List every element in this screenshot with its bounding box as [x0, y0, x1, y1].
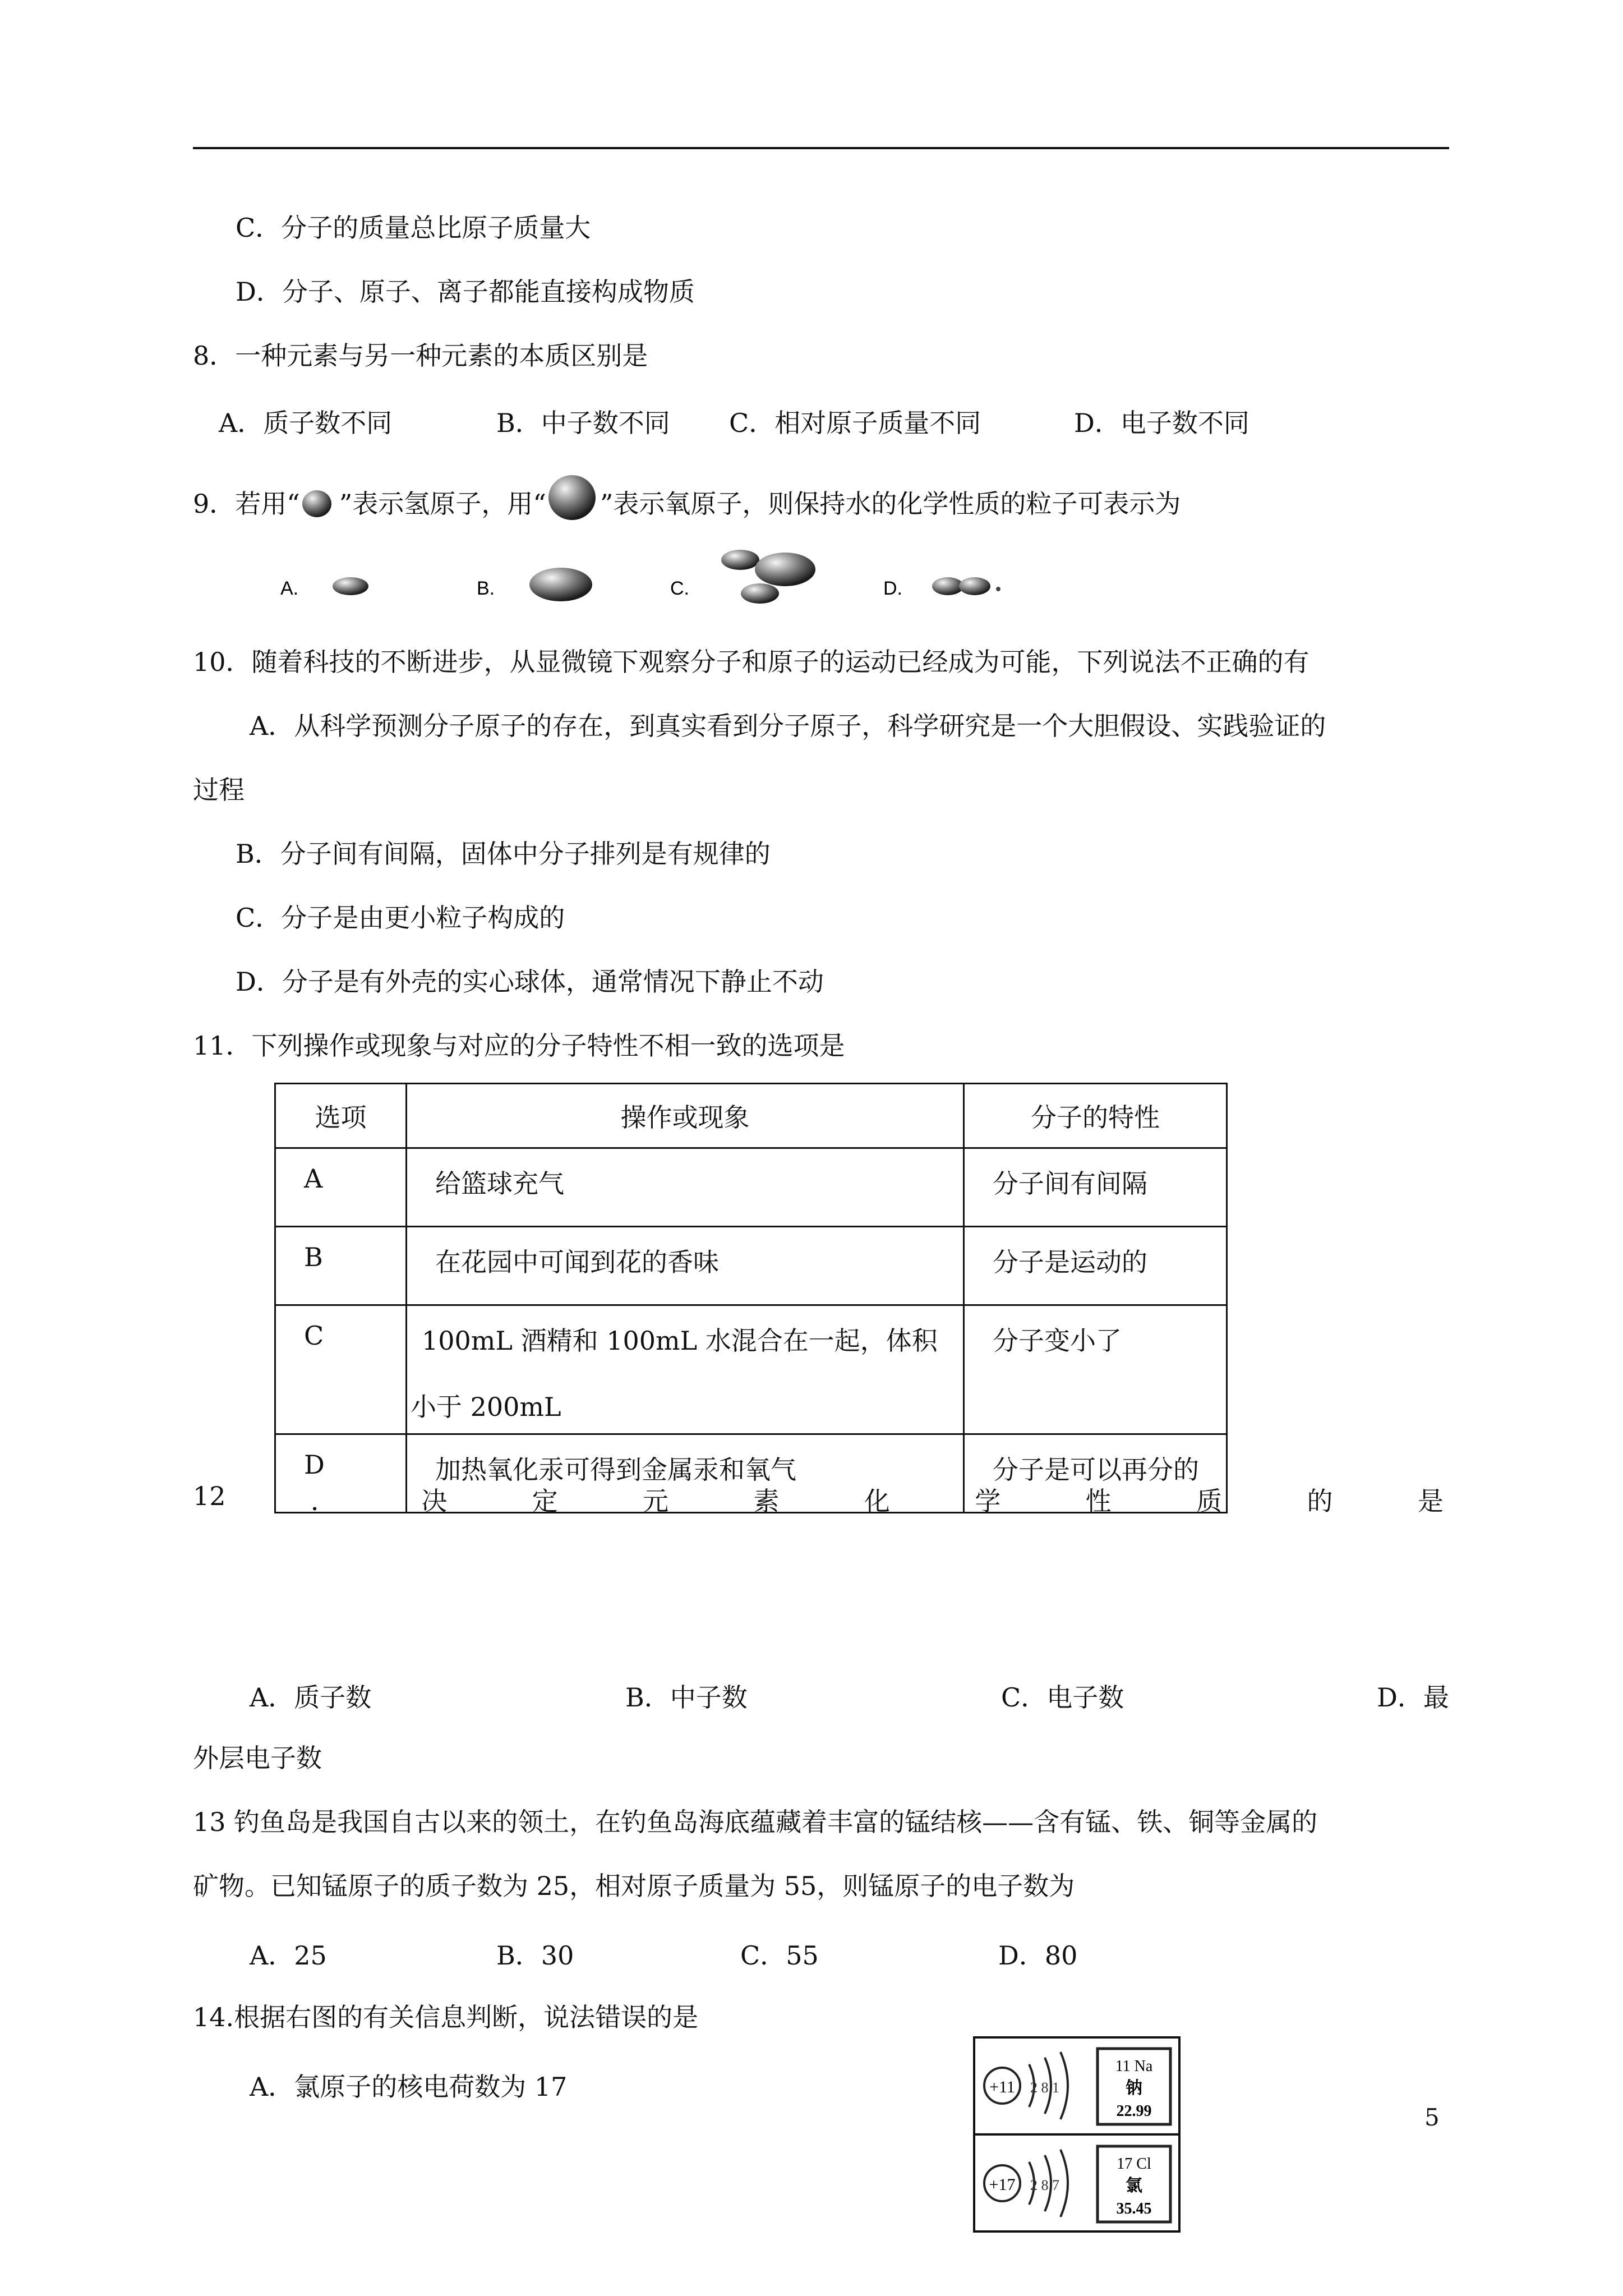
q9-stem-part2: ”表示氢原子，用“: [339, 489, 546, 519]
q12-stem-char: 元: [643, 1486, 669, 1516]
q9-option-d-label: D.: [883, 578, 902, 599]
table-cell-property: 分子是运动的: [964, 1227, 1227, 1305]
q9-option-d-molecule-icon: [932, 577, 1000, 595]
q8-option-c: C．相对原子质量不同: [729, 408, 981, 438]
q10-option-b: B．分子间有间隔，固体中分子排列是有规律的: [236, 839, 771, 869]
q12-option-d-wrap: 外层电子数: [193, 1743, 322, 1773]
q8-option-a: A．质子数不同: [219, 408, 393, 438]
q10-option-d: D．分子是有外壳的实心球体，通常情况下静止不动: [236, 967, 824, 997]
q12-option-a: A．质子数: [250, 1682, 372, 1713]
table-cell-operation-line1: 100mL 酒精和 100mL 水混合在一起，体积: [422, 1326, 938, 1356]
q9-stem-part1: 9．若用“: [193, 489, 300, 519]
q7-option-d: D．分子、原子、离子都能直接构成物质: [236, 277, 695, 307]
q12-stem-char: 决: [421, 1486, 448, 1516]
sodium-nucleus-label: +11: [989, 2078, 1015, 2096]
q10-option-a-line2: 过程: [193, 775, 245, 805]
q7-option-c: C．分子的质量总比原子质量大: [236, 213, 591, 243]
q10-stem: 10．随着科技的不断进步，从显微镜下观察分子和原子的运动已经成为可能，下列说法不正确的有: [193, 647, 1310, 677]
q9-stem: [193, 487, 1181, 521]
q14-stem: 14.根据右图的有关信息判断，说法错误的是: [193, 2002, 699, 2032]
sodium-card-name: 钠: [1126, 2078, 1142, 2098]
table-cell-operation: 给篮球充气: [407, 1148, 964, 1227]
q12-stem-char: 学: [975, 1486, 1001, 1516]
q12-stem-char: ．: [310, 1486, 336, 1516]
q9-option-b-molecule-icon: [529, 568, 592, 601]
q8-option-d: D．电子数不同: [1074, 408, 1249, 438]
q12-stem-char: 质: [1196, 1486, 1223, 1516]
table-row: [275, 1305, 1227, 1434]
chlorine-card-mass: 35.45: [1116, 2200, 1152, 2217]
header-rule: [193, 147, 1449, 149]
q12-option-c: C．电子数: [1001, 1682, 1124, 1713]
q11-table: [274, 1083, 1228, 1513]
q9-option-b-label: B.: [477, 578, 495, 599]
q12-stem-char: 素: [753, 1486, 780, 1516]
q10-option-c: C．分子是由更小粒子构成的: [236, 903, 565, 933]
q12-stem-char: 化: [864, 1486, 890, 1516]
q12-stem-char: 是: [1417, 1486, 1444, 1516]
table-cell-property: 分子是可以再分的: [964, 1434, 1227, 1513]
table-cell-option: B: [275, 1227, 407, 1305]
q13-line2: 矿物。已知锰原子的质子数为 25，相对原子质量为 55，则锰原子的电子数为: [193, 1871, 1075, 1901]
table-cell-option: D: [275, 1434, 407, 1513]
page-number: 5: [1424, 2104, 1440, 2131]
table-header-row: [275, 1084, 1227, 1148]
table-cell-operation: [407, 1305, 964, 1434]
table-cell-option: C: [275, 1305, 407, 1434]
q13-line1: 13 钓鱼岛是我国自古以来的领土，在钓鱼岛海底蕴藏着丰富的锰结核——含有锰、铁、铜等金属的: [193, 1807, 1318, 1837]
q13-option-a: A．25: [250, 1940, 327, 1971]
q12-option-b: B．中子数: [625, 1682, 748, 1713]
chlorine-shells-label: 2 8 7: [1030, 2177, 1059, 2193]
q13-option-d: D．80: [998, 1940, 1078, 1971]
q8-stem: 8．一种元素与另一种元素的本质区别是: [193, 341, 648, 371]
q12-stem-char: 性: [1085, 1486, 1112, 1516]
atom-structure-diagram: [973, 2036, 1181, 2233]
table-cell-operation: 在花园中可闻到花的香味: [407, 1227, 964, 1305]
table-cell-operation-line2: 小于 200mL: [411, 1392, 561, 1422]
q9-stem-part3: ”表示氧原子，则保持水的化学性质的粒子可表示为: [600, 489, 1181, 519]
q8-option-b: B．中子数不同: [496, 408, 670, 438]
sodium-card-mass: 22.99: [1116, 2102, 1152, 2120]
q12-stem-char: 定: [532, 1486, 558, 1516]
q9-option-a-label: A.: [280, 578, 299, 599]
q9-option-c-label: C.: [670, 578, 689, 599]
q13-option-c: C．55: [740, 1940, 819, 1971]
q12-stem-char: 的: [1307, 1486, 1333, 1516]
chlorine-card-number-symbol: 17 Cl: [1117, 2155, 1151, 2173]
q13-option-b: B．30: [496, 1940, 574, 1971]
table-cell-operation: 加热氧化汞可得到金属汞和氧气: [407, 1434, 964, 1513]
table-header: 分子的特性: [964, 1084, 1227, 1148]
sodium-card-number-symbol: 11 Na: [1115, 2058, 1153, 2075]
table-header: 选项: [275, 1084, 407, 1148]
q9-option-a-molecule-icon: [333, 577, 368, 595]
table-header: 操作或现象: [407, 1084, 964, 1148]
q14-option-a: A．氯原子的核电荷数为 17: [250, 2072, 568, 2102]
table-cell-option: A: [275, 1148, 407, 1227]
table-row: [275, 1227, 1227, 1305]
sodium-shells-label: 2 8 1: [1030, 2079, 1059, 2096]
table-cell-property: 分子间有间隔: [964, 1148, 1227, 1227]
chlorine-card-name: 氯: [1126, 2176, 1142, 2196]
q12-stem: [193, 1481, 1444, 1518]
table-cell-property: 分子变小了: [964, 1305, 1227, 1434]
table-row: [275, 1148, 1227, 1227]
q12-option-d: D．最: [1377, 1682, 1449, 1713]
q11-stem: 11．下列操作或现象与对应的分子特性不相一致的选项是: [193, 1030, 845, 1061]
q10-option-a-line1: A．从科学预测分子原子的存在，到真实看到分子原子，科学研究是一个大胆假设、实践验证的: [250, 711, 1326, 741]
q9-options-figure: [269, 544, 1054, 611]
chlorine-nucleus-label: +17: [989, 2175, 1016, 2194]
q9-option-c-molecule-icon: [721, 550, 815, 604]
q12-stem-char: 12: [193, 1481, 226, 1511]
